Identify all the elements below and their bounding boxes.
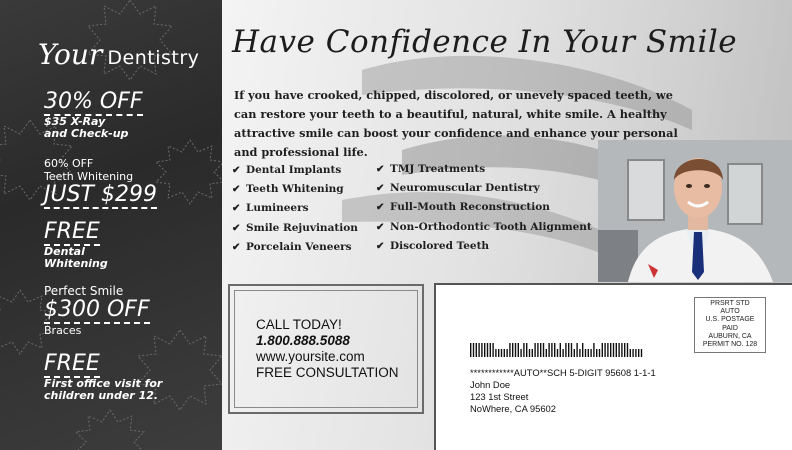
offer-free-visit bbox=[44, 352, 162, 402]
list-item bbox=[376, 240, 592, 259]
recipient-name: John Doe bbox=[470, 379, 511, 390]
cta-phone[interactable]: 1.800.888.5088 bbox=[256, 333, 350, 348]
checkmark-icon: ✔ bbox=[376, 183, 385, 195]
barcode-bar bbox=[534, 343, 535, 357]
service-label: Full-Mouth Reconstruction bbox=[390, 201, 550, 214]
barcode-bar bbox=[490, 343, 491, 357]
offer-line: and Check-up bbox=[44, 127, 129, 140]
service-label: Lumineers bbox=[246, 202, 309, 215]
brand-logo bbox=[38, 38, 199, 71]
offer-braces bbox=[44, 285, 150, 337]
recipient-street: 123 1st Street bbox=[470, 391, 529, 402]
checkmark-icon: ✔ bbox=[376, 164, 385, 175]
barcode-bar bbox=[526, 343, 527, 357]
barcode-bar bbox=[630, 349, 631, 357]
services-list-left bbox=[232, 164, 358, 260]
checkmark-icon: ✔ bbox=[232, 241, 241, 253]
sort-line: ************AUTO**SCH 5-DIGIT 95608 1-1-1 bbox=[470, 367, 656, 378]
list-item bbox=[376, 221, 592, 240]
services-list-right bbox=[376, 163, 592, 259]
call-to-action-box bbox=[228, 284, 424, 414]
barcode-bar bbox=[588, 349, 589, 357]
barcode-bar bbox=[487, 343, 488, 357]
barcode-bar bbox=[579, 349, 580, 357]
checkmark-icon: ✔ bbox=[376, 221, 385, 233]
barcode-bar bbox=[560, 343, 561, 357]
barcode-bar bbox=[515, 343, 516, 357]
recipient-city: NoWhere, CA 95602 bbox=[470, 403, 556, 414]
mailing-panel bbox=[434, 283, 792, 450]
list-item bbox=[376, 163, 592, 182]
offer-pre: 60% OFF bbox=[44, 157, 94, 170]
service-label: Neuromuscular Dentistry bbox=[390, 182, 540, 195]
offer-headline: FREE bbox=[44, 219, 100, 244]
offer-headline: 30% OFF bbox=[44, 89, 143, 114]
offer-pre: Teeth Whitening bbox=[44, 170, 134, 183]
list-item bbox=[232, 202, 358, 221]
barcode-bar bbox=[501, 349, 502, 357]
barcode-bar bbox=[478, 343, 479, 357]
postage-line: AUBURN, CA bbox=[708, 332, 752, 340]
list-item bbox=[232, 222, 358, 241]
offer-xray bbox=[44, 90, 143, 140]
checkmark-icon: ✔ bbox=[232, 165, 241, 176]
mailing-address bbox=[470, 367, 656, 415]
barcode-bar bbox=[627, 343, 628, 357]
cta-consultation: FREE CONSULTATION bbox=[256, 365, 399, 380]
barcode-bar bbox=[504, 349, 505, 357]
barcode-bar bbox=[473, 343, 474, 357]
barcode-bar bbox=[624, 343, 625, 357]
barcode-bar bbox=[599, 349, 600, 357]
barcode-bar bbox=[476, 343, 477, 357]
barcode-bar bbox=[638, 349, 639, 357]
offer-line: Dental bbox=[44, 245, 85, 258]
barcode-bar bbox=[607, 343, 608, 357]
barcode-bar bbox=[470, 343, 471, 357]
barcode-bar bbox=[576, 343, 577, 357]
barcode-bar bbox=[632, 349, 633, 357]
barcode-bar bbox=[618, 343, 619, 357]
list-item bbox=[376, 201, 592, 220]
intro-paragraph: If you have crooked, chipped, discolored, or unevely spaced teeth, we can restore your teeth to a beautiful, natural, white smile. A healthy attractive smile can boost your confidence and enhance your personal and professional life. bbox=[234, 88, 678, 159]
offer-whitening bbox=[44, 157, 157, 209]
barcode-bar bbox=[621, 343, 622, 357]
barcode-bar bbox=[520, 349, 521, 357]
postal-barcode bbox=[470, 343, 645, 357]
cta-text bbox=[256, 317, 399, 381]
barcode-bar bbox=[596, 349, 597, 357]
list-item bbox=[376, 182, 592, 201]
barcode-bar bbox=[518, 343, 519, 357]
offer-line: First office visit for bbox=[44, 377, 163, 390]
barcode-bar bbox=[590, 349, 591, 357]
barcode-bar bbox=[506, 349, 507, 357]
barcode-bar bbox=[635, 349, 636, 357]
postage-line: PRSRT STD bbox=[710, 300, 750, 307]
list-item bbox=[232, 164, 358, 183]
barcode-bar bbox=[509, 343, 510, 357]
barcode-bar bbox=[537, 343, 538, 357]
barcode-bar bbox=[548, 343, 549, 357]
brand-name: Dentistry bbox=[107, 47, 200, 69]
offer-line: Whitening bbox=[44, 257, 108, 270]
barcode-bar bbox=[492, 343, 493, 357]
postage-line: AUTO bbox=[720, 308, 740, 316]
checkmark-icon: ✔ bbox=[232, 222, 241, 234]
barcode-bar bbox=[568, 343, 569, 357]
checkmark-icon: ✔ bbox=[376, 202, 385, 214]
checkmark-icon: ✔ bbox=[232, 203, 241, 215]
list-item bbox=[232, 241, 358, 260]
offer-free-whitening bbox=[44, 220, 108, 270]
main-headline: Have Confidence In Your Smile bbox=[232, 24, 738, 60]
offer-headline: FREE bbox=[44, 351, 100, 376]
service-label: Discolored Teeth bbox=[390, 239, 490, 252]
barcode-bar bbox=[557, 349, 558, 357]
barcode-bar bbox=[512, 343, 513, 357]
barcode-bar bbox=[543, 343, 544, 357]
barcode-bar bbox=[613, 343, 614, 357]
barcode-bar bbox=[571, 343, 572, 357]
barcode-bar bbox=[574, 349, 575, 357]
dentist-photo bbox=[598, 140, 792, 282]
offer-post: Braces bbox=[44, 324, 82, 337]
barcode-bar bbox=[540, 343, 541, 357]
barcode-bar bbox=[602, 343, 603, 357]
service-label: Porcelain Veneers bbox=[246, 240, 352, 253]
barcode-bar bbox=[565, 343, 566, 357]
barcode-bar bbox=[495, 349, 496, 357]
barcode-bar bbox=[562, 349, 563, 357]
barcode-bar bbox=[532, 349, 533, 357]
barcode-bar bbox=[481, 343, 482, 357]
cta-call: CALL TODAY! bbox=[256, 317, 342, 332]
offer-pre: Perfect Smile bbox=[44, 284, 124, 298]
barcode-bar bbox=[554, 343, 555, 357]
offer-headline: $300 OFF bbox=[44, 297, 150, 322]
postage-indicia bbox=[694, 297, 766, 353]
service-label: TMJ Treatments bbox=[390, 163, 486, 175]
barcode-bar bbox=[582, 343, 583, 357]
barcode-bar bbox=[546, 349, 547, 357]
cta-website[interactable]: www.yoursite.com bbox=[256, 349, 365, 364]
service-label: Non-Orthodontic Tooth Alignment bbox=[390, 220, 592, 233]
offer-line: $35 X-Ray bbox=[44, 115, 106, 128]
barcode-bar bbox=[484, 343, 485, 357]
service-label: Dental Implants bbox=[246, 164, 342, 176]
list-item bbox=[232, 183, 358, 202]
offers-panel bbox=[0, 0, 222, 450]
postage-line: PAID bbox=[722, 324, 738, 332]
barcode-bar bbox=[616, 343, 617, 357]
service-label: Teeth Whitening bbox=[246, 183, 344, 196]
service-label: Smile Rejuvination bbox=[246, 221, 358, 234]
offer-headline: JUST $299 bbox=[44, 182, 157, 207]
barcode-bar bbox=[498, 349, 499, 357]
barcode-bar bbox=[593, 343, 594, 357]
brand-your: Your bbox=[38, 38, 103, 71]
barcode-bar bbox=[585, 349, 586, 357]
barcode-bar bbox=[529, 349, 530, 357]
barcode-bar bbox=[604, 343, 605, 357]
postage-line: U.S. POSTAGE bbox=[705, 316, 755, 324]
barcode-bar bbox=[641, 349, 642, 357]
barcode-bar bbox=[551, 343, 552, 357]
barcode-bar bbox=[523, 343, 524, 357]
barcode-bar bbox=[610, 343, 611, 357]
offer-line: children under 12. bbox=[44, 389, 159, 402]
postage-line: PERMIT NO. 128 bbox=[702, 341, 758, 349]
checkmark-icon: ✔ bbox=[232, 184, 241, 196]
checkmark-icon: ✔ bbox=[376, 240, 385, 252]
